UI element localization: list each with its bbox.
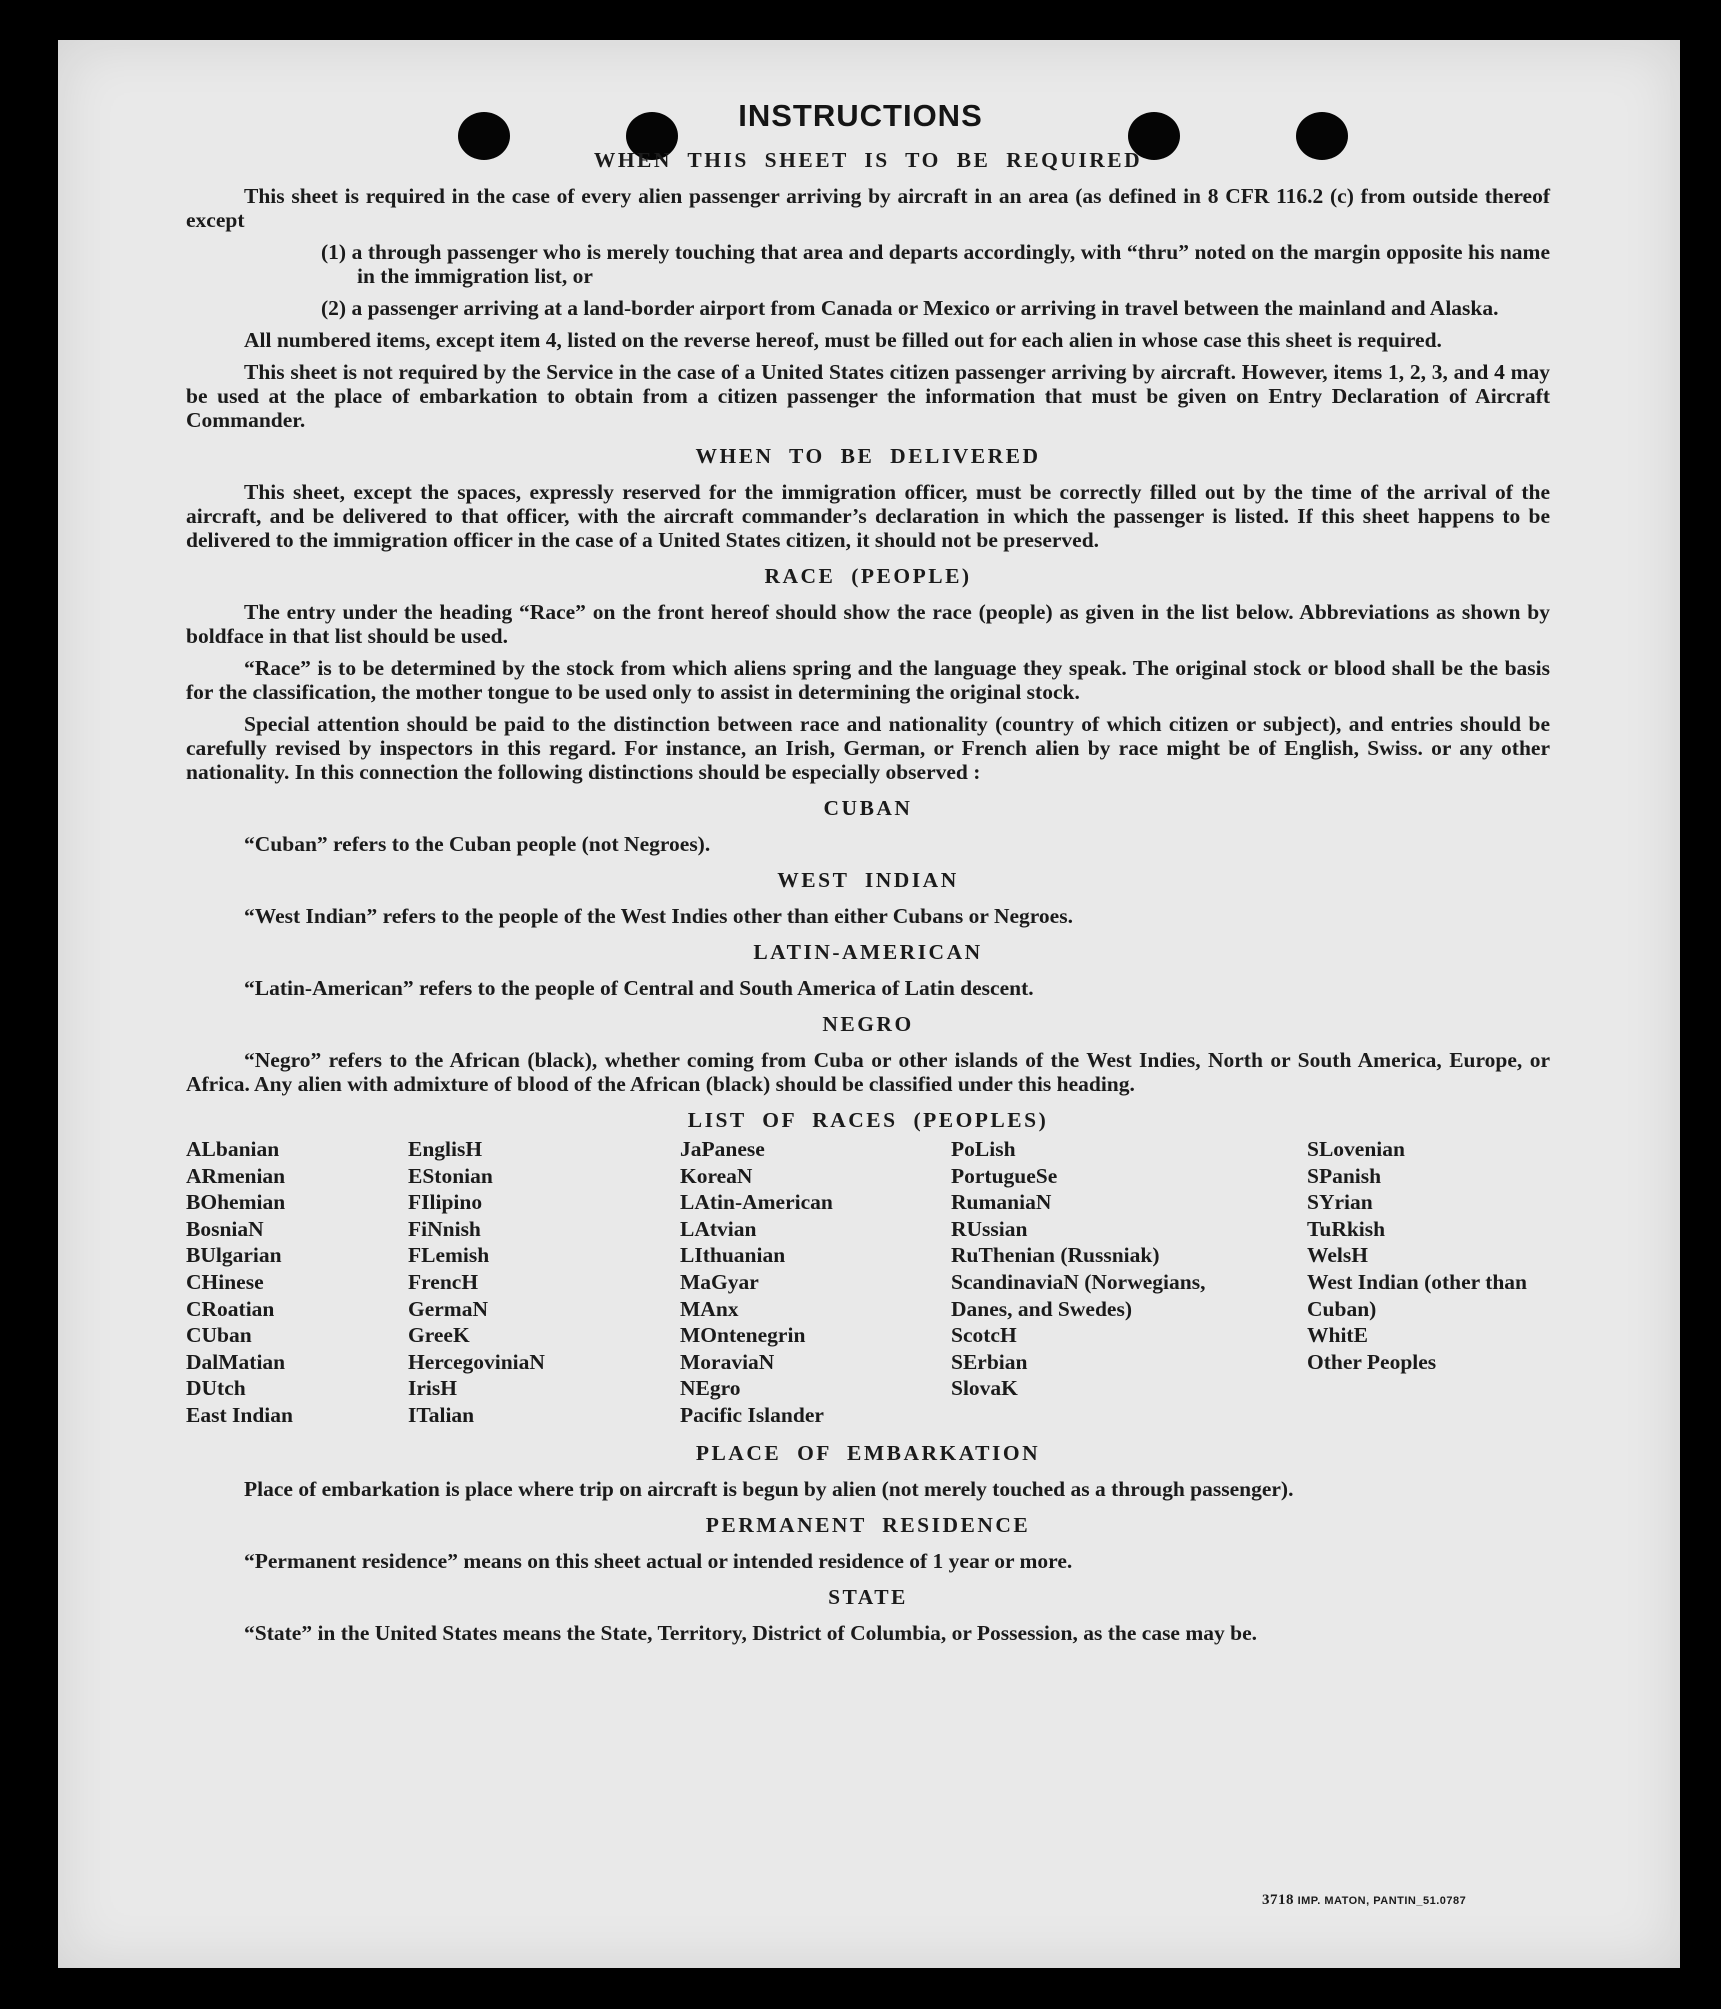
section-heading: LIST OF RACES (PEOPLES) bbox=[687, 1108, 1049, 1132]
paragraph: “Negro” refers to the African (black), whether coming from Cuba or other islands of the West Indies, North or South America, Europe, or Africa. Any alien with admixture of blood of the African (black) should be classified under this heading. bbox=[186, 1048, 1550, 1096]
race-item: WelsH bbox=[1307, 1243, 1368, 1268]
race-item: LAtvian bbox=[680, 1216, 757, 1241]
race-item: RuThenian (Russniak) bbox=[951, 1243, 1160, 1268]
document-body bbox=[186, 148, 1550, 1645]
section-heading: WHEN THIS SHEET IS TO BE REQUIRED bbox=[593, 148, 1143, 172]
form-number: 3718 bbox=[1262, 1892, 1294, 1908]
paragraph: All numbered items, except item 4, listed on the reverse hereof, must be filled out for each alien in whose case this sheet is required. bbox=[244, 328, 1442, 352]
paragraph: The entry under the heading “Race” on the front hereof should show the race (people) as given in the list below. Abbreviations as shown by boldface in that list should be used. bbox=[186, 600, 1550, 648]
section-heading: WHEN TO BE DELIVERED bbox=[695, 444, 1041, 468]
paragraph: “West Indian” refers to the people of the West Indies other than either Cubans or Negroes. bbox=[244, 904, 1073, 928]
race-item: RUssian bbox=[951, 1216, 1028, 1241]
paragraph: Place of embarkation is place where trip on aircraft is begun by alien (not merely touched as a through passenger). bbox=[244, 1476, 1294, 1501]
paragraph: This sheet is required in the case of every alien passenger arriving by aircraft in an area (as defined in 8 CFR 116.2 (c) from outside thereof except bbox=[186, 184, 1550, 232]
race-item: JaPanese bbox=[680, 1137, 765, 1161]
section-heading: PERMANENT RESIDENCE bbox=[705, 1512, 1031, 1537]
race-item: ITalian bbox=[408, 1402, 475, 1427]
section-heading: RACE (PEOPLE) bbox=[764, 564, 972, 588]
paragraph: “Latin-American” refers to the people of Central and South America of Latin descent. bbox=[244, 976, 1034, 1000]
race-item: FLemish bbox=[408, 1243, 490, 1268]
race-column bbox=[408, 1136, 680, 1429]
race-item: SPanish bbox=[1307, 1163, 1382, 1188]
list-item: (1) a through passenger who is merely touching that area and departs accordingly, with “thru” noted on the margin opposite his name in the immigration list, or bbox=[321, 240, 1550, 288]
page-title: INSTRUCTIONS bbox=[738, 98, 983, 133]
race-item: Other Peoples bbox=[1307, 1349, 1437, 1374]
race-item: KoreaN bbox=[680, 1163, 753, 1188]
race-item: BUlgarian bbox=[186, 1243, 282, 1268]
race-item: CRoatian bbox=[186, 1296, 275, 1321]
race-item: CHinese bbox=[186, 1269, 264, 1294]
paragraph: “Cuban” refers to the Cuban people (not Negroes). bbox=[244, 832, 711, 856]
race-item: BosniaN bbox=[186, 1216, 264, 1241]
list-item: (2) a passenger arriving at a land-border airport from Canada or Mexico or arriving in travel between the mainland and Alaska. bbox=[321, 296, 1499, 320]
section-heading: LATIN-AMERICAN bbox=[753, 940, 983, 964]
race-item: ARmenian bbox=[186, 1163, 286, 1188]
race-item: ScotcH bbox=[951, 1323, 1017, 1348]
paragraph: “Race” is to be determined by the stock from which aliens spring and the language they speak. The original stock or blood shall be the basis for the classification, the mother tongue to be used only to assist in determining the original stock. bbox=[186, 656, 1550, 704]
race-item: DUtch bbox=[186, 1376, 246, 1401]
paragraph: “State” in the United States means the State, Territory, District of Columbia, or Possession, as the case may be. bbox=[244, 1620, 1258, 1645]
race-item: East Indian bbox=[186, 1402, 293, 1427]
race-item: MaGyar bbox=[680, 1269, 759, 1294]
race-item: FrencH bbox=[408, 1269, 479, 1294]
race-item: SErbian bbox=[951, 1349, 1028, 1374]
printer-imprint bbox=[1262, 1892, 1466, 1909]
race-item: FIlipino bbox=[408, 1190, 483, 1215]
race-item: MAnx bbox=[680, 1296, 739, 1321]
race-item: SLovenian bbox=[1307, 1137, 1405, 1161]
race-item: ScandinaviaN (Norwegians, Danes, and Swedes) bbox=[951, 1269, 1206, 1321]
race-item: RumaniaN bbox=[951, 1190, 1052, 1215]
printer-name: IMP. MATON, PANTIN_51.0787 bbox=[1297, 1895, 1467, 1907]
section-heading: CUBAN bbox=[823, 796, 913, 820]
race-item: EnglisH bbox=[408, 1137, 483, 1161]
race-item: EStonian bbox=[408, 1163, 493, 1188]
race-item: WhitE bbox=[1307, 1323, 1368, 1348]
race-item: LAtin-American bbox=[680, 1190, 833, 1215]
paragraph: This sheet, except the spaces, expressly reserved for the immigration officer, must be correctly filled out by the time of the arrival of the aircraft, and be delivered to that officer, with the aircraft commander’s declaration in which the passenger is listed. If this sheet happens to be delivered to the immigration officer in the case of a United States citizen, it should not be preserved. bbox=[186, 480, 1550, 552]
race-item: LIthuanian bbox=[680, 1243, 786, 1268]
race-item: CUban bbox=[186, 1323, 252, 1348]
race-item: GermaN bbox=[408, 1296, 488, 1321]
race-item: DalMatian bbox=[186, 1349, 286, 1374]
race-item: IrisH bbox=[408, 1376, 457, 1401]
race-item: TuRkish bbox=[1307, 1216, 1386, 1241]
section-heading: NEGRO bbox=[822, 1012, 914, 1036]
race-list bbox=[186, 1136, 1550, 1429]
race-item: MoraviaN bbox=[680, 1349, 775, 1374]
race-item: SYrian bbox=[1307, 1190, 1373, 1215]
section-heading: STATE bbox=[828, 1584, 908, 1609]
race-item: MOntenegrin bbox=[680, 1323, 806, 1348]
race-item: FiNnish bbox=[408, 1216, 481, 1241]
race-column bbox=[951, 1136, 1307, 1429]
race-column bbox=[186, 1136, 408, 1429]
race-item: PoLish bbox=[951, 1137, 1016, 1161]
race-item: Pacific Islander bbox=[680, 1402, 824, 1427]
section-heading: PLACE OF EMBARKATION bbox=[695, 1440, 1041, 1465]
paragraph: This sheet is not required by the Service in the case of a United States citizen passenger arriving by aircraft. However, items 1, 2, 3, and 4 may be used at the place of embarkation to obtain from a citizen passenger the information that must be given on Entry Declaration of Aircraft Commander. bbox=[186, 360, 1550, 432]
race-item: GreeK bbox=[408, 1323, 470, 1348]
race-item: PortugueSe bbox=[951, 1163, 1058, 1188]
race-item: HercegoviniaN bbox=[408, 1349, 545, 1374]
section-heading: WEST INDIAN bbox=[777, 868, 959, 892]
race-column bbox=[1307, 1136, 1550, 1429]
race-item: ALbanian bbox=[186, 1137, 280, 1161]
race-item: NEgro bbox=[680, 1376, 741, 1401]
race-column bbox=[680, 1136, 951, 1429]
paragraph: “Permanent residence” means on this sheet actual or intended residence of 1 year or more. bbox=[244, 1548, 1073, 1573]
race-item: West Indian (other than Cuban) bbox=[1307, 1269, 1528, 1321]
paragraph: Special attention should be paid to the distinction between race and nationality (country of which citizen or subject), and entries should be carefully revised by inspectors in this regard. For instance, an Irish, German, or French alien by race might be of English, Swiss. or any other nationality. In this connection the following distinctions should be especially observed : bbox=[186, 712, 1550, 784]
race-item: SlovaK bbox=[951, 1376, 1018, 1401]
race-item: BOhemian bbox=[186, 1190, 286, 1215]
